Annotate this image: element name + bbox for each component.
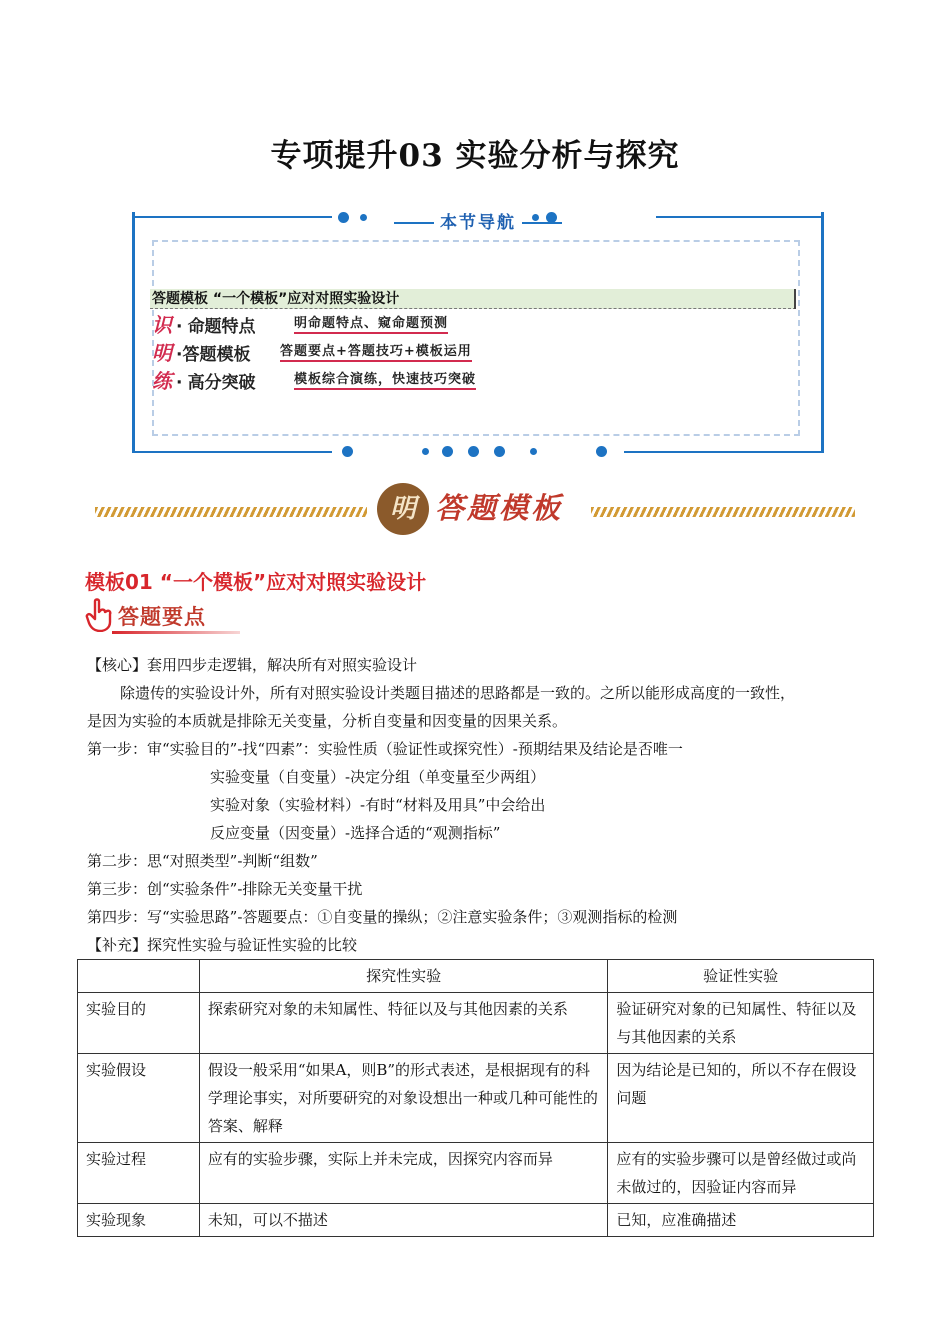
- nav-char: 识: [152, 313, 172, 337]
- seal-icon: 明: [377, 483, 429, 535]
- nav-row-practice: 练 · 高分突破 模板综合演练，快速技巧突破: [152, 365, 256, 394]
- nav-heading: 本节导航: [132, 208, 824, 233]
- nav-char: 明: [152, 341, 172, 365]
- table-cell: 未知，可以不描述: [199, 1204, 607, 1237]
- table-row: [78, 1143, 874, 1204]
- table-header-row: [78, 960, 874, 993]
- table-header: [78, 960, 200, 993]
- step-1-sub: 实验对象（实验材料）-有时“材料及用具”中会给出: [210, 796, 546, 814]
- banner-title: 答题模板: [435, 491, 564, 525]
- step-1: 第一步：审“实验目的”-找“四素”：实验性质（验证性或探究性）-预期结果及结论是否唯一: [87, 740, 683, 758]
- answer-key-heading: 答题要点: [118, 605, 206, 629]
- table-cell: 因为结论是已知的，所以不存在假设问题: [608, 1054, 874, 1143]
- table-cell: 探索研究对象的未知属性、特征以及与其他因素的关系: [199, 993, 607, 1054]
- step-3: 第三步：创“实验条件”-排除无关变量干扰: [87, 880, 363, 898]
- nav-label: 答题模板: [182, 345, 251, 365]
- intro-line1: 除遗传的实验设计外，所有对照实验设计类题目描述的思路都是一致的。之所以能形成高度的一致性，: [120, 684, 796, 702]
- step-4: 第四步：写“实验思路”-答题要点：①自变量的操纵；②注意实验条件；③观测指标的检测: [87, 908, 678, 926]
- table-header: 验证性实验: [608, 960, 874, 993]
- nav-desc: 答题要点+答题技巧+模板运用: [280, 340, 472, 362]
- intro-line2: 是因为实验的本质就是排除无关变量，分析自变量和因变量的因果关系。: [87, 712, 568, 730]
- table-cell: 实验过程: [78, 1143, 200, 1204]
- supplement-text: 【补充】探究性实验与验证性实验的比较: [87, 936, 358, 954]
- nav-row-template: 明 ·答题模板 答题要点+答题技巧+模板运用: [152, 337, 250, 366]
- nav-row-knowledge: 识 · 命题特点 明命题特点、窥命题预测: [152, 309, 256, 338]
- table-row: [78, 1054, 874, 1143]
- core-text: 【核心】套用四步走逻辑，解决所有对照实验设计: [87, 656, 418, 674]
- pointer-hand-icon: [85, 598, 113, 632]
- table-cell: 实验假设: [78, 1054, 200, 1143]
- nav-desc: 模板综合演练，快速技巧突破: [294, 368, 476, 390]
- table-cell: 应有的实验步骤，实际上并未完成，因探究内容而异: [199, 1143, 607, 1204]
- step-1-sub: 反应变量（因变量）-选择合适的“观测指标”: [210, 824, 501, 842]
- step-1-sub: 实验变量（自变量）-决定分组（单变量至少两组）: [210, 768, 546, 786]
- comparison-table: [77, 959, 874, 1237]
- table-cell: 实验目的: [78, 993, 200, 1054]
- template-title: 模板01 “一个模板”应对对照实验设计: [85, 570, 427, 594]
- table-cell: 应有的实验步骤可以是曾经做过或尚未做过的，因验证内容而异: [608, 1143, 874, 1204]
- table-cell: 实验现象: [78, 1204, 200, 1237]
- nav-char: 练: [152, 369, 172, 393]
- table-row: [78, 1204, 874, 1237]
- table-header: 探究性实验: [199, 960, 607, 993]
- table-row: [78, 993, 874, 1054]
- page-title: 专项提升03 实验分析与探究: [270, 138, 680, 174]
- nav-label: 高分突破: [187, 373, 256, 393]
- nav-strip: 答题模板 “一个模板”应对对照实验设计: [150, 289, 796, 309]
- table-cell: 已知，应准确描述: [608, 1204, 874, 1237]
- nav-desc: 明命题特点、窥命题预测: [294, 312, 448, 334]
- section-banner: [95, 480, 855, 540]
- nav-label: 命题特点: [187, 317, 256, 337]
- step-2: 第二步：思“对照类型”-判断“组数”: [87, 852, 318, 870]
- table-cell: 验证研究对象的已知属性、特征以及与其他因素的关系: [608, 993, 874, 1054]
- table-cell: 假设一般采用“如果A，则B”的形式表述，是根据现有的科学理论事实，对所要研究的对象设想出一种或几种可能性的答案、解释: [199, 1054, 607, 1143]
